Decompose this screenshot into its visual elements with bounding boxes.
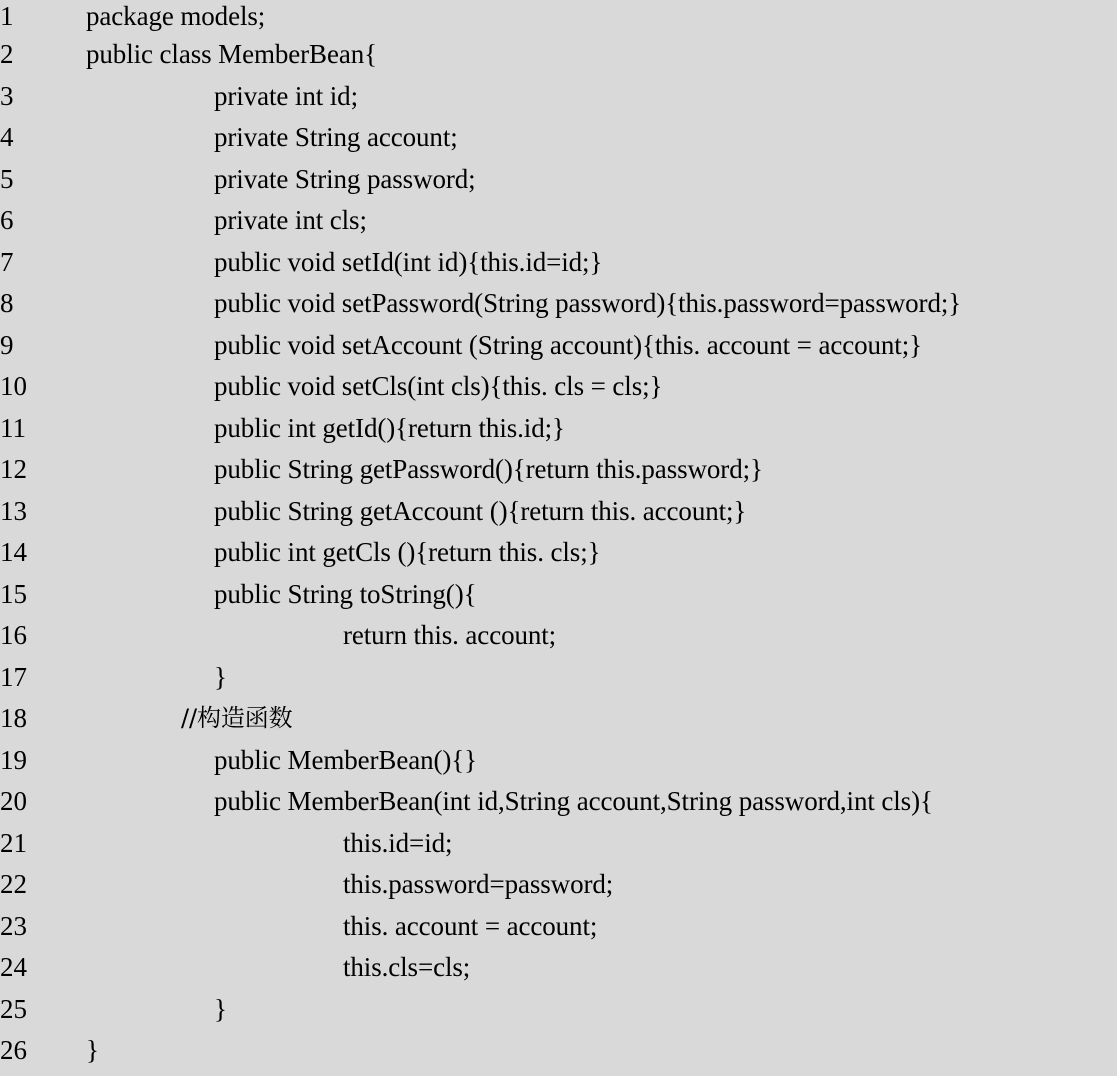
code-line (0, 0, 1117, 42)
code-line (0, 702, 1117, 744)
line-text: this.cls=cls; (343, 952, 471, 982)
code-line (0, 121, 1117, 163)
code-line (0, 993, 1117, 1035)
code-line (0, 287, 1117, 329)
line-text: public String getPassword(){return this.password;} (214, 454, 763, 484)
code-line (0, 329, 1117, 371)
code-line (0, 80, 1117, 122)
code-line (0, 370, 1117, 412)
line-number: 8 (0, 288, 14, 318)
line-text: public void setPassword(String password){this.password=password;} (214, 288, 962, 318)
code-line (0, 495, 1117, 537)
line-text: } (86, 1035, 99, 1065)
line-text: this.id=id; (343, 828, 453, 858)
code-line (0, 619, 1117, 661)
code-line (0, 661, 1117, 703)
line-text: } (214, 994, 227, 1024)
code-line (0, 827, 1117, 869)
line-number: 9 (0, 330, 14, 360)
line-number: 18 (0, 703, 27, 733)
line-number: 16 (0, 620, 27, 650)
code-line (0, 578, 1117, 620)
line-number: 17 (0, 662, 27, 692)
line-number: 26 (0, 1035, 27, 1065)
code-line (0, 785, 1117, 827)
line-number: 11 (0, 413, 26, 443)
line-text: public int getId(){return this.id;} (214, 413, 565, 443)
code-line (0, 910, 1117, 952)
line-number: 4 (0, 122, 14, 152)
line-text: public MemberBean(){} (214, 745, 477, 775)
code-line (0, 1034, 1117, 1076)
line-number: 23 (0, 911, 27, 941)
line-number: 24 (0, 952, 27, 982)
line-text: this.password=password; (343, 869, 614, 899)
line-number: 3 (0, 81, 14, 111)
code-line (0, 246, 1117, 288)
line-number: 7 (0, 247, 14, 277)
code-line (0, 38, 1117, 80)
line-text: } (214, 662, 227, 692)
code-line (0, 412, 1117, 454)
line-text: return this. account; (343, 620, 557, 650)
code-line (0, 163, 1117, 205)
line-text: public class MemberBean{ (86, 39, 377, 69)
code-line (0, 204, 1117, 246)
line-number: 1 (0, 1, 14, 31)
line-number: 5 (0, 164, 14, 194)
line-number: 21 (0, 828, 27, 858)
line-text: public void setAccount (String account){this. account = account;} (214, 330, 922, 360)
line-number: 22 (0, 869, 27, 899)
line-number: 15 (0, 579, 27, 609)
code-line (0, 536, 1117, 578)
line-text: public String getAccount (){return this. account;} (214, 496, 747, 526)
line-text: public String toString(){ (214, 579, 477, 609)
line-number: 2 (0, 39, 14, 69)
line-text: this. account = account; (343, 911, 598, 941)
line-number: 12 (0, 454, 27, 484)
line-text: public int getCls (){return this. cls;} (214, 537, 601, 567)
code-line (0, 453, 1117, 495)
line-text: private int id; (214, 81, 358, 111)
line-number: 6 (0, 205, 14, 235)
code-line (0, 744, 1117, 786)
line-text: private String account; (214, 122, 458, 152)
line-number: 13 (0, 496, 27, 526)
line-number: 14 (0, 537, 27, 567)
code-line (0, 951, 1117, 993)
line-text: public MemberBean(int id,String account,String password,int cls){ (214, 786, 933, 816)
line-number: 25 (0, 994, 27, 1024)
line-number: 10 (0, 371, 27, 401)
line-text: private String password; (214, 164, 476, 194)
line-number: 19 (0, 745, 27, 775)
line-text: public void setId(int id){this.id=id;} (214, 247, 603, 277)
code-line (0, 868, 1117, 910)
line-text: package models; (86, 1, 266, 31)
line-number: 20 (0, 786, 27, 816)
line-text: public void setCls(int cls){this. cls = cls;} (214, 371, 663, 401)
line-text: private int cls; (214, 205, 367, 235)
comment-text: //构造函数 (181, 704, 293, 732)
